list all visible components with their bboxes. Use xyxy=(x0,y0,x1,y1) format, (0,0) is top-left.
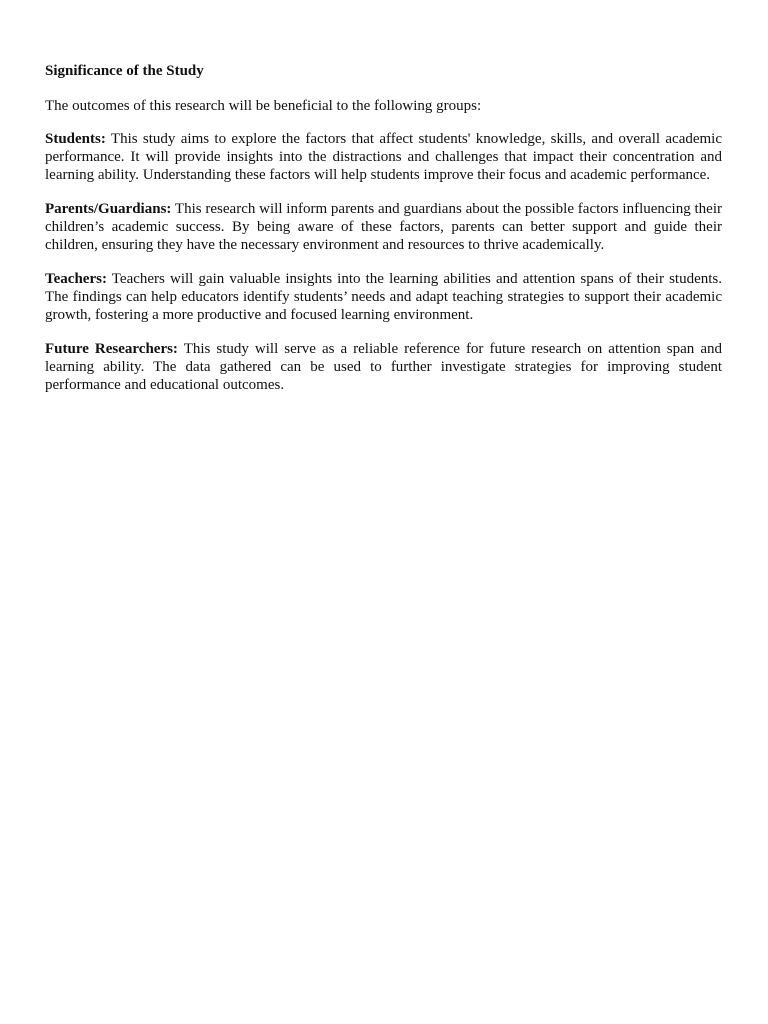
text-students: This study aims to explore the factors that affect students' knowledge, skills, and overall academic performance. It will provide insights into the distractions and challenges that impact their concentration and learning ability. Understanding these factors will help students improve their focus and academic performance. xyxy=(45,131,722,183)
term-parents-guardians: Parents/Guardians: xyxy=(45,201,172,217)
paragraph-parents-guardians xyxy=(45,200,722,254)
paragraph-teachers xyxy=(45,270,722,324)
section-heading: Significance of the Study xyxy=(45,63,204,79)
text-parents-guardians: This research will inform parents and guardians about the possible factors influencing their children’s academic success. By being aware of these factors, parents can better support and guide their children, ensuring they have the necessary environment and resources to thrive academically. xyxy=(45,201,722,253)
term-students: Students: xyxy=(45,131,106,147)
text-teachers: Teachers will gain valuable insights into the learning abilities and attention spans of their students. The findings can help educators identify students’ needs and adapt teaching strategies to support their academic growth, fostering a more productive and focused learning environment. xyxy=(45,271,722,323)
term-future-researchers: Future Researchers: xyxy=(45,341,178,357)
term-teachers: Teachers: xyxy=(45,271,107,287)
paragraph-students xyxy=(45,130,722,184)
document-page xyxy=(45,60,722,410)
text-future-researchers: This study will serve as a reliable reference for future research on attention span and learning ability. The data gathered can be used to further investigate strategies for improving student performance and educational outcomes. xyxy=(45,341,722,393)
intro-paragraph: The outcomes of this research will be beneficial to the following groups: xyxy=(45,98,482,114)
paragraph-future-researchers xyxy=(45,340,722,394)
